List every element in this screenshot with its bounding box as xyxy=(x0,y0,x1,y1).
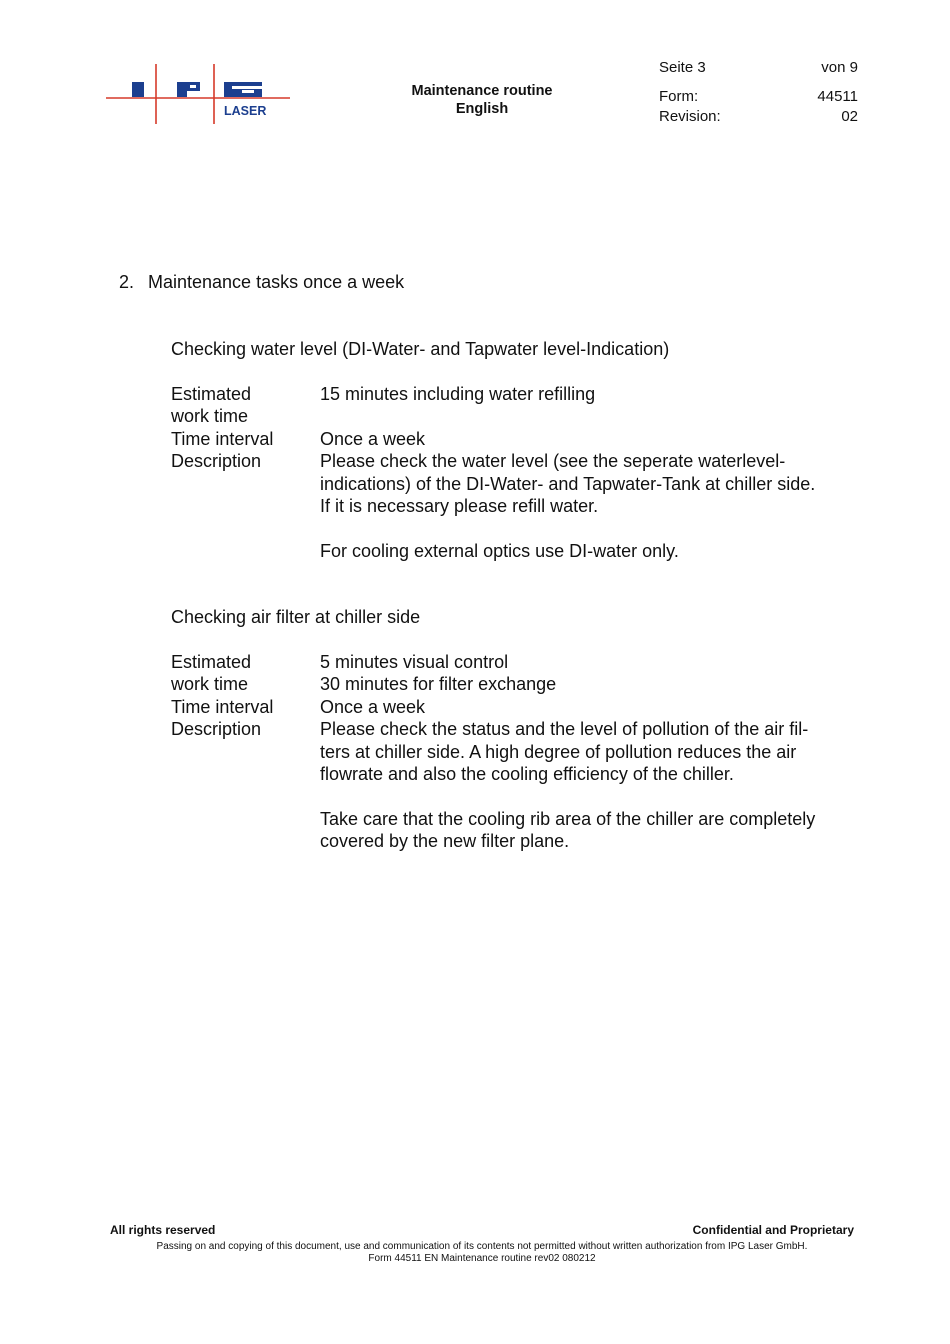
row-value xyxy=(320,785,860,807)
row-label xyxy=(171,517,320,539)
table-row xyxy=(171,517,860,539)
table-row xyxy=(171,830,860,852)
row-label xyxy=(171,473,320,495)
section-title: Maintenance tasks once a week xyxy=(148,272,405,292)
row-label: Estimated xyxy=(171,384,252,404)
logo-laser-text: LASER xyxy=(224,104,267,118)
row-label xyxy=(171,830,320,852)
task-table-water-level xyxy=(171,383,860,562)
row-label xyxy=(171,763,320,785)
row-value xyxy=(320,517,860,539)
table-row xyxy=(171,696,860,718)
row-value: Please check the status and the level of pollution of the air fil- xyxy=(320,719,809,740)
row-value: If it is necessary please refill water. xyxy=(320,496,599,517)
table-row xyxy=(171,718,860,740)
task-heading-water-level: Checking water level (DI-Water- and Tapwater level-Indication) xyxy=(171,339,670,359)
row-value: Once a week xyxy=(320,428,426,449)
table-row xyxy=(171,450,860,472)
table-row xyxy=(171,785,860,807)
row-value: For cooling external optics use DI-water only. xyxy=(320,540,679,561)
ipg-logo-graphic xyxy=(104,60,294,128)
table-row xyxy=(171,808,860,830)
row-label: work time xyxy=(171,674,249,695)
row-label xyxy=(171,808,320,830)
row-value xyxy=(320,405,860,427)
revision-value: 02 xyxy=(841,108,858,125)
row-value: Take care that the cooling rib area of the chiller are completely xyxy=(320,808,816,829)
table-row xyxy=(171,673,860,695)
footer-notice: Passing on and copying of this document, use and communication of its contents not permitted without written authorization from IPG Laser GmbH. xyxy=(156,1241,808,1252)
section-number: 2. xyxy=(119,272,135,292)
task-table-air-filter xyxy=(171,651,860,853)
form-label: Form: xyxy=(659,88,699,105)
row-value: Please check the water level (see the seperate waterlevel- xyxy=(320,451,786,472)
revision-label: Revision: xyxy=(659,108,721,125)
table-row xyxy=(171,428,860,450)
row-label: work time xyxy=(171,406,249,427)
row-label: Time interval xyxy=(171,428,274,449)
row-value: indications) of the DI-Water- and Tapwater-Tank at chiller side. xyxy=(320,473,816,494)
footer-form-ref: Form 44511 EN Maintenance routine rev02 080212 xyxy=(368,1253,596,1264)
table-row xyxy=(171,741,860,763)
row-label xyxy=(171,785,320,807)
row-label: Description xyxy=(171,719,262,740)
row-value: Once a week xyxy=(320,696,426,717)
row-label xyxy=(171,495,320,517)
document-title xyxy=(382,82,582,118)
page-total: von 9 xyxy=(821,59,858,76)
row-label: Estimated xyxy=(171,652,252,672)
table-row xyxy=(171,495,860,517)
document-title-line2: English xyxy=(455,101,509,117)
row-value: flowrate and also the cooling efficiency of the chiller. xyxy=(320,764,734,785)
document-title-line1: Maintenance routine xyxy=(411,83,553,99)
table-row xyxy=(171,540,860,562)
table-row xyxy=(171,651,860,673)
row-value: 15 minutes including water refilling xyxy=(320,384,596,404)
row-label xyxy=(171,741,320,763)
footer-confidential: Confidential and Proprietary xyxy=(692,1223,854,1237)
footer-rights: All rights reserved xyxy=(110,1223,216,1237)
row-value: 5 minutes visual control xyxy=(320,652,509,672)
table-row xyxy=(171,383,860,405)
ipg-laser-logo xyxy=(104,60,294,128)
page-label: Seite 3 xyxy=(659,59,706,76)
form-value: 44511 xyxy=(817,88,858,105)
row-label: Description xyxy=(171,451,262,472)
section-heading xyxy=(119,272,404,293)
table-row xyxy=(171,473,860,495)
row-value: 30 minutes for filter exchange xyxy=(320,674,557,695)
row-label xyxy=(171,540,320,562)
row-value: covered by the new filter plane. xyxy=(320,831,570,852)
table-row xyxy=(171,405,860,427)
table-row xyxy=(171,763,860,785)
row-label: Time interval xyxy=(171,696,274,717)
row-value: ters at chiller side. A high degree of pollution reduces the air xyxy=(320,741,797,762)
task-heading-air-filter: Checking air filter at chiller side xyxy=(171,607,421,627)
